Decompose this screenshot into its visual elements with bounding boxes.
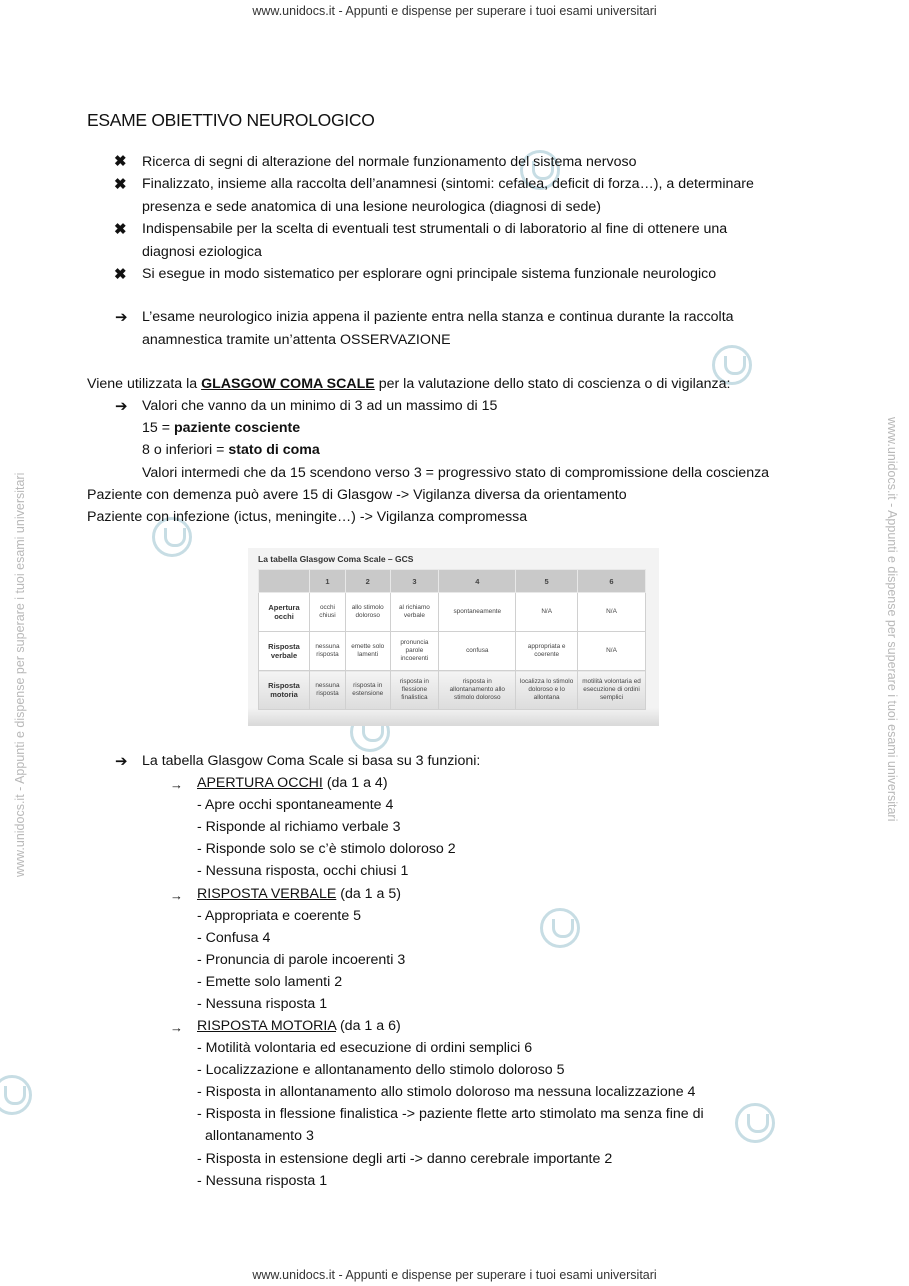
gcs-table-title: La tabella Glasgow Coma Scale – GCS [258, 554, 414, 564]
list-item: - Risposta in estensione degli arti -> danno cerebrale importante 2 [197, 1151, 613, 1167]
watermark-right: www.unidocs.it - Appunti e dispense per superare i tuoi esami universitari [885, 417, 899, 822]
list-item: - Nessuna risposta 1 [197, 996, 328, 1012]
list-item: - Risponde al richiamo verbale 3 [197, 819, 401, 835]
bullet-text: diagnosi eziologica [142, 244, 262, 260]
glasgow-intermediate: Valori intermedi che da 15 scendono verso 3 = progressivo stato di compromissione della coscienza [142, 465, 770, 481]
list-item: - Appropriata e coerente 5 [197, 908, 362, 924]
note-text: L’esame neurologico inizia appena il paziente entra nella stanza e continua durante la raccolta [142, 309, 734, 325]
table-cell: motilità volontaria ed esecuzione di ordini semplici [578, 671, 646, 710]
right-arrow-icon: ➔ [115, 753, 128, 770]
value-bold: paziente cosciente [173, 420, 301, 436]
table-cell: occhi chiusi [310, 593, 346, 632]
table-header: 5 [516, 570, 578, 593]
glasgow-link: GLASGOW COMA SCALE [201, 376, 375, 392]
list-item: - Nessuna risposta 1 [197, 1173, 328, 1189]
value-bold: stato di coma [228, 442, 320, 458]
list-item: - Risposta in flessione finalistica -> paziente flette arto stimolato ma senza fine di [197, 1106, 704, 1122]
table-cell: al richiamo verbale [390, 593, 439, 632]
bullet-text: Si esegue in modo sistematico per esplorare ogni principale sistema funzionale neurologico [142, 266, 717, 282]
function-range: (da 1 a 5) [336, 886, 401, 902]
function-name: RISPOSTA MOTORIA [197, 1018, 337, 1034]
bullet-text: Finalizzato, insieme alla raccolta dell’anamnesi (sintomi: cefalea, deficit di forza…), a determinare [142, 176, 754, 192]
glasgow-intro [87, 376, 730, 392]
table-cell: N/A [516, 593, 578, 632]
table-cell: risposta in estensione [345, 671, 390, 710]
table-header: 1 [310, 570, 346, 593]
page-title: ESAME OBIETTIVO NEUROLOGICO [87, 110, 375, 130]
small-arrow-icon: → [170, 1020, 183, 1035]
patient-note: Paziente con demenza può avere 15 di Glasgow -> Vigilanza diversa da orientamento [87, 487, 627, 503]
table-row [259, 632, 646, 671]
intro-text: per la valutazione dello stato di coscienza o di vigilanza: [374, 376, 731, 392]
list-item: - Motilità volontaria ed esecuzione di ordini semplici 6 [197, 1040, 533, 1056]
list-item: - Risposta in allontanamento allo stimolo doloroso ma nessuna localizzazione 4 [197, 1084, 696, 1100]
x-mark-icon: ✖ [114, 266, 127, 283]
function-range: (da 1 a 4) [322, 775, 388, 791]
table-cell: appropriata e coerente [516, 632, 578, 671]
small-arrow-icon: → [170, 777, 183, 792]
table-row [259, 671, 646, 710]
table-cell: spontaneamente [439, 593, 516, 632]
list-item: - Nessuna risposta, occhi chiusi 1 [197, 863, 409, 879]
intro-text: Viene utilizzata la [87, 376, 202, 392]
table-header: 2 [345, 570, 390, 593]
table-cell: emette solo lamenti [345, 632, 390, 671]
glasgow-range: Valori che vanno da un minimo di 3 ad un massimo di 15 [142, 398, 498, 414]
row-label: Apertura occhi [259, 593, 310, 632]
function-heading [197, 1018, 401, 1034]
functions-intro: La tabella Glasgow Coma Scale si basa su 3 funzioni: [142, 753, 481, 769]
function-heading [197, 775, 388, 791]
bullet-text: presenza e sede anatomica di una lesione neurologica (diagnosi di sede) [142, 199, 602, 215]
x-mark-icon: ✖ [114, 221, 127, 238]
patient-note: Paziente con infezione (ictus, meningite…) -> Vigilanza compromessa [87, 509, 528, 525]
table-cell: nessuna risposta [310, 671, 346, 710]
table-cell: confusa [439, 632, 516, 671]
gcs-table-image [248, 548, 659, 726]
function-name: APERTURA OCCHI [197, 775, 323, 791]
glasgow-coma [142, 442, 320, 458]
function-range: (da 1 a 6) [336, 1018, 401, 1034]
table-cell: allo stimolo doloroso [345, 593, 390, 632]
table-cell: N/A [578, 593, 646, 632]
table-row [259, 593, 646, 632]
list-item: - Apre occhi spontaneamente 4 [197, 797, 394, 813]
list-item: - Pronuncia di parole incoerenti 3 [197, 952, 406, 968]
table-cell: nessuna risposta [310, 632, 346, 671]
watermark-left: www.unidocs.it - Appunti e dispense per superare i tuoi esami universitari [13, 472, 27, 877]
table-header [259, 570, 310, 593]
watermark-top: www.unidocs.it - Appunti e dispense per superare i tuoi esami universitari [252, 4, 657, 18]
value-prefix: 8 o inferiori = [142, 442, 229, 458]
list-item: - Confusa 4 [197, 930, 271, 946]
function-name: RISPOSTA VERBALE [197, 886, 337, 902]
table-cell: localizza lo stimolo doloroso e lo allontana [516, 671, 578, 710]
function-heading [197, 886, 401, 902]
glasgow-max [142, 420, 300, 436]
list-item: - Risponde solo se c’è stimolo doloroso 2 [197, 841, 456, 857]
x-mark-icon: ✖ [114, 153, 127, 170]
bullet-text: Ricerca di segni di alterazione del normale funzionamento del sistema nervoso [142, 154, 637, 170]
watermark-bottom: www.unidocs.it - Appunti e dispense per superare i tuoi esami universitari [252, 1268, 657, 1282]
row-label: Risposta verbale [259, 632, 310, 671]
table-header: 3 [390, 570, 439, 593]
table-cell: pronuncia parole incoerenti [390, 632, 439, 671]
right-arrow-icon: ➔ [115, 309, 128, 326]
image-fade [248, 708, 659, 726]
right-arrow-icon: ➔ [115, 398, 128, 415]
row-label: Risposta motoria [259, 671, 310, 710]
table-cell: risposta in allontanamento allo stimolo doloroso [439, 671, 516, 710]
table-cell: risposta in flessione finalistica [390, 671, 439, 710]
x-mark-icon: ✖ [114, 176, 127, 193]
list-item: - Localizzazione e allontanamento dello stimolo doloroso 5 [197, 1062, 565, 1078]
gcs-table [258, 569, 646, 710]
list-item: - Emette solo lamenti 2 [197, 974, 343, 990]
small-arrow-icon: → [170, 888, 183, 903]
note-text: anamnestica tramite un’attenta OSSERVAZIONE [142, 332, 451, 348]
table-header-row [259, 570, 646, 593]
table-header: 6 [578, 570, 646, 593]
table-header: 4 [439, 570, 516, 593]
value-prefix: 15 = [142, 420, 174, 436]
table-cell: N/A [578, 632, 646, 671]
list-item: allontanamento 3 [205, 1128, 314, 1144]
bullet-text: Indispensabile per la scelta di eventuali test strumentali o di laboratorio al fine di ottenere una [142, 221, 728, 237]
